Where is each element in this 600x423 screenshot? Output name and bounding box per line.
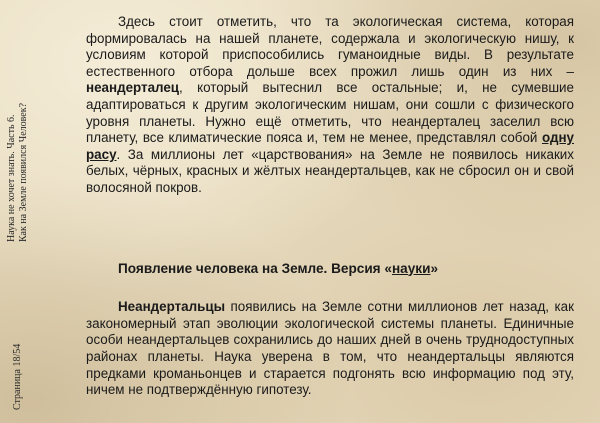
para1-bold-1: неандерталец xyxy=(86,80,180,96)
paragraph-2 xyxy=(86,299,574,399)
para1-text-2: , который вытеснил все остальные; и, не сумевшие адаптироваться к другим экологическим нишам, они сошли с физического уровня планеты. Нужно ещё отметить, что неандерталец заселил всю планету, все климатические пояса и, тем не менее, представлял собой xyxy=(86,80,574,146)
main-content xyxy=(86,14,574,399)
title-line-1: Наука не хочет знать. Часть 6. xyxy=(6,114,17,242)
sidebar-rotated xyxy=(6,30,56,410)
heading-link[interactable]: науки xyxy=(391,260,431,276)
para1-text-3: . За миллионы лет «царствования» на Земле не появилось никаких белых, чёрных, красных и жёлтых неандертальцев, как не сбросил он и свой волосяной покров. xyxy=(86,146,574,195)
heading-prefix: Появление человека на Земле. Версия « xyxy=(118,260,392,276)
paragraph-1 xyxy=(86,14,574,197)
para2-text: появились на Земле сотни миллионов лет назад, как закономерный этап эволюции экологической системы планеты. Единичные особи неандертальцев сохранились до наших дней в очень труднодоступных районах планеты. Наука уверена в том, что неандертальцы являются предками кроманьонцев и старается подгонять всю информацию под эту, ничем не подтверждённую гипотезу. xyxy=(86,299,574,398)
para2-bold: Неандертальцы xyxy=(118,299,226,315)
sidebar xyxy=(6,30,56,410)
para1-text-1: Здесь стоит отметить, что та экологическая система, которая формировалась на нашей планете, содержала и экологическую нишу, к условиям которой приспособились гуманоидные виды. В результате естественного отбора дольше всех прожил лишь один из них – xyxy=(86,14,574,79)
title-line-2: Как на Земле появился Человек? xyxy=(18,102,29,242)
document-title xyxy=(6,22,30,242)
section-heading xyxy=(86,261,574,278)
para1-bold-underline: одну расу xyxy=(86,130,574,162)
page-number: Страница 18/54 xyxy=(12,343,23,410)
heading-suffix: » xyxy=(430,260,439,276)
